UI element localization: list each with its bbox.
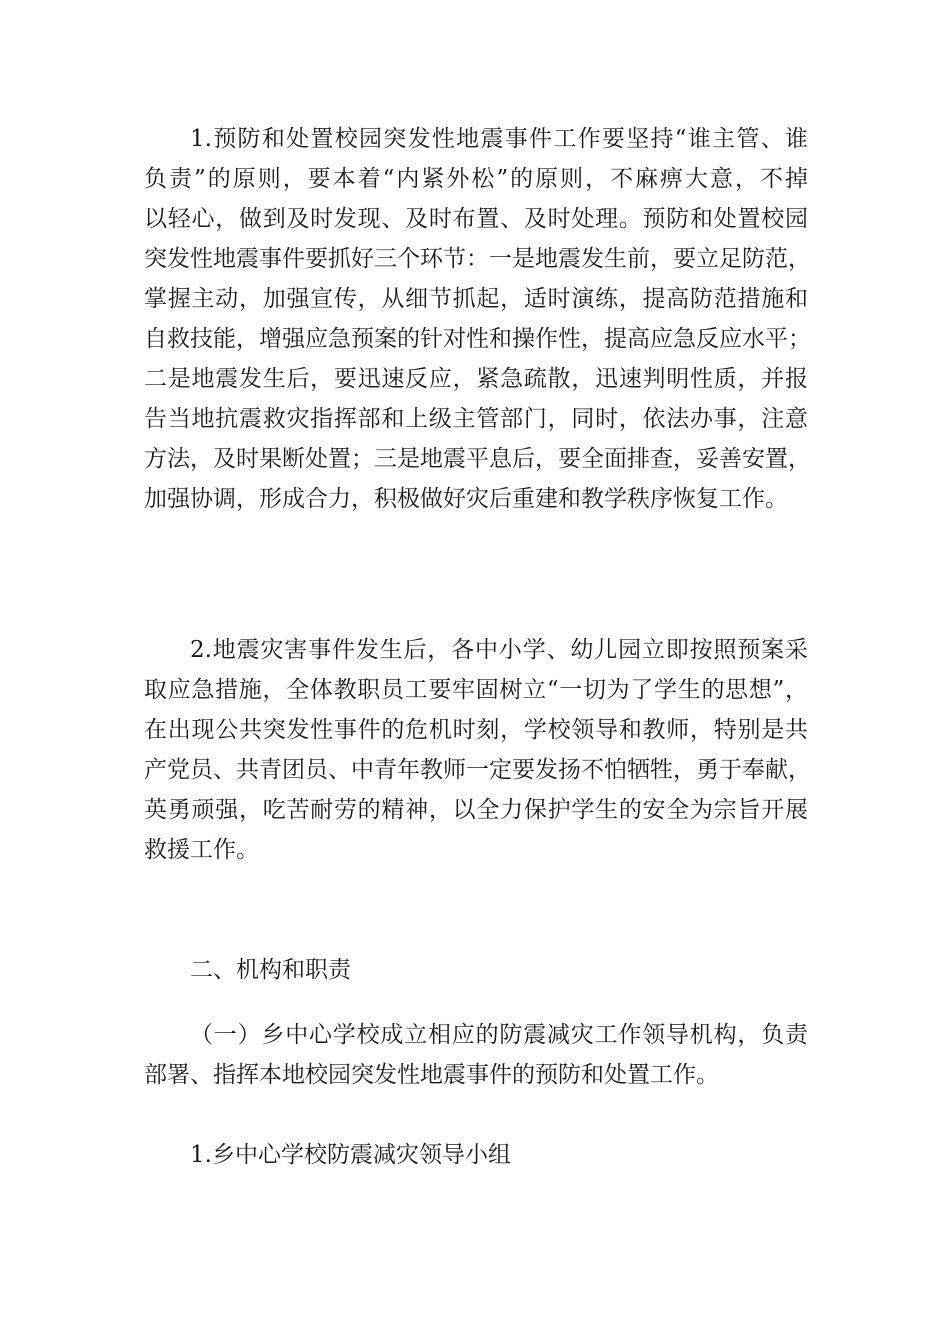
text-line: 取应急措施，全体教职员工要牢固树立“一切为了学生的思想”， <box>144 677 808 703</box>
text-line: 以轻心，做到及时发现、及时布置、及时处理。预防和处置校园 <box>144 206 808 232</box>
text-line: 告当地抗震救灾指挥部和上级主管部门，同时，依法办事，注意 <box>144 406 808 432</box>
section-heading <box>144 950 808 990</box>
text-line: 救援工作。 <box>144 837 259 863</box>
text-line: 二是地震发生后，要迅速反应，紧急疏散，迅速判明性质，并报 <box>144 366 808 392</box>
heading-line: 1.乡中心学校防震减灾领导小组 <box>190 1142 511 1168</box>
text-line: 部署、指挥本地校园突发性地震事件的预防和处置工作。 <box>144 1062 719 1088</box>
text-line: 掌握主动，加强宣传，从细节抓起，适时演练，提高防范措施和 <box>144 286 808 312</box>
text-line: 方法，及时果断处置；三是地震平息后，要全面排查，妥善安置， <box>144 446 811 472</box>
paragraph-organization <box>144 1015 808 1095</box>
text-line: 负责”的原则，要本着“内紧外松”的原则，不麻痹大意，不掉 <box>144 166 808 192</box>
text-line: 1.预防和处置校园突发性地震事件工作要坚持“谁主管、谁 <box>190 126 808 152</box>
text-line: 2.地震灾害事件发生后，各中小学、幼儿园立即按照预案采 <box>190 637 808 663</box>
paragraph-emergency-response <box>144 630 811 870</box>
text-line: 自救技能，增强应急预案的针对性和操作性，提高应急反应水平； <box>144 326 811 352</box>
text-line: 在出现公共突发性事件的危机时刻，学校领导和教师，特别是共 <box>144 717 808 743</box>
text-line: 产党员、共青团员、中青年教师一定要发扬不怕牺牲，勇于奉献， <box>144 757 811 783</box>
subsection-heading <box>144 1135 808 1175</box>
paragraph-principles <box>144 119 811 519</box>
text-line: 英勇顽强，吃苦耐劳的精神，以全力保护学生的安全为宗旨开展 <box>144 797 808 823</box>
text-line: 突发性地震事件要抓好三个环节：一是地震发生前，要立足防范， <box>144 246 811 272</box>
text-line: （一）乡中心学校成立相应的防震减灾工作领导机构，负责 <box>190 1022 808 1048</box>
heading-line: 二、机构和职责 <box>190 957 351 983</box>
text-line: 加强协调，形成合力，积极做好灾后重建和教学秩序恢复工作。 <box>144 486 788 512</box>
